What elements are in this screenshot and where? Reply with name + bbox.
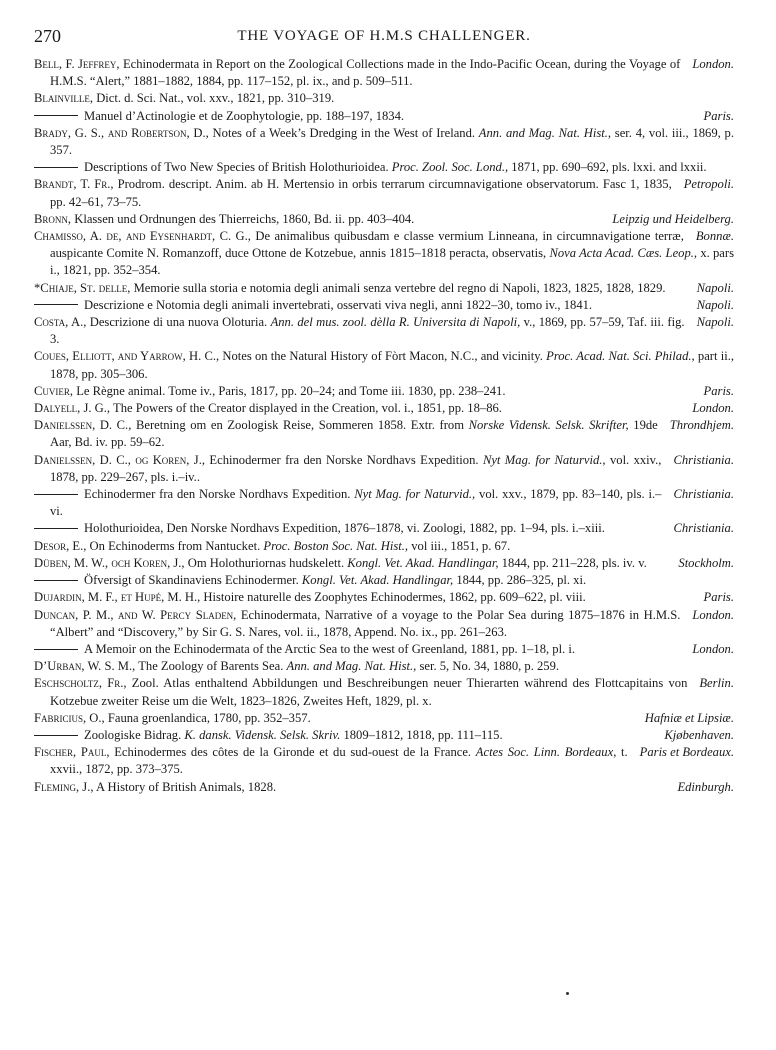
repeat-author-dash (34, 735, 78, 736)
entry-title: Echinodermata, Narrative of a voyage to the Polar Sea during 1875–1876 in H.M.S. “Albert” and “Discovery,” by Sir G. S. Nares, vol. ii., 1878, Append. No. ix., pp. 261–263. (50, 607, 681, 639)
publication-place: London. (692, 641, 734, 656)
entry-title: Prodrom. descript. Anim. ab H. Mertensio in orbis terrarum circumnavigatione observatorum. Fasc 1, 1835, pp. 42–61, 73–75. (50, 177, 672, 209)
publication-place: Christiania. (673, 452, 734, 467)
entry-author: Bell, F. Jeffrey, (34, 57, 120, 71)
entry-title: The Powers of the Creator displayed in the Creation, vol. i., 1851, pp. 18–86. (113, 401, 502, 416)
publication-place: Paris. (703, 383, 734, 398)
entry-journal: Actes Soc. Linn. Bordeaux, (475, 745, 617, 760)
entry-title: Fauna groenlandica, 1780, pp. 352–357. (107, 710, 311, 725)
entry-journal: Kongl. Vet. Akad. Handlingar, (347, 555, 499, 570)
entry-journal: Nyt Mag. for Naturvid., (482, 452, 606, 467)
bibliography-entry (34, 607, 734, 641)
entry-title: A History of British Animals, 1828. (95, 779, 277, 794)
bibliography-entry (34, 159, 734, 176)
entry-title: Manuel d’Actinologie et de Zoophytologie, pp. 188–197, 1834. (84, 108, 405, 123)
entry-author: Düben, M. W., och Koren, J., (34, 555, 185, 570)
bibliography-entry (34, 779, 734, 796)
entry-details: t. xxvii., 1872, pp. 373–375. (50, 745, 628, 777)
bibliography-entry (34, 297, 734, 314)
entry-details: v., 1869, pp. 57–59, Taf. iii. fig. 3. (50, 315, 685, 347)
publication-place: Paris. (703, 590, 734, 605)
bibliography-entry (34, 538, 734, 555)
entry-title: Descrizione di una nuova Oloturia. (89, 315, 268, 330)
entry-title: Notes on the Natural History of Fòrt Macon, N.C., and vicinity. (222, 349, 543, 364)
entry-title: Descrizione e Notomia degli animali invertebrati, osservati viva negli, anni 1822–30, tomo iv., 1841. (84, 297, 593, 312)
bibliography-entry (34, 641, 734, 658)
entry-title: A Memoir on the Echinodermata of the Arctic Sea to the west of Greenland, 1881, pp. 1–18, pl. i. (84, 641, 576, 656)
entry-details: 1844, pp. 286–325, pl. xi. (456, 573, 587, 588)
entry-author: Bronn, (34, 211, 72, 226)
entry-journal: Proc. Acad. Nat. Sci. Philad., (546, 349, 695, 364)
entry-title: Klassen und Ordnungen des Thierreichs, 1860, Bd. ii. pp. 403–404. (74, 211, 415, 226)
publication-place: Christiania. (673, 487, 734, 502)
publication-place: Edinburgh. (677, 779, 734, 794)
entry-author: Coues, Elliott, and Yarrow, H. C., (34, 349, 220, 364)
entry-author: Blainville, (34, 91, 94, 106)
entry-author: Danielssen, D. C., og Koren, J., (34, 452, 206, 467)
entry-title: The Zoology of Barents Sea. (138, 659, 284, 674)
bibliography-entry (34, 90, 734, 107)
publication-place: Bonnæ. (695, 229, 734, 244)
entry-title: Descriptions of Two New Species of British Holothurioidea. (84, 160, 389, 175)
bibliography-entry (34, 744, 734, 778)
entry-journal: Proc. Zool. Soc. Lond., (391, 160, 509, 175)
bibliography-entry (34, 280, 734, 297)
publication-place: Berlin. (699, 676, 734, 691)
page-number: 270 (34, 26, 61, 46)
bibliography-entry (34, 675, 734, 709)
entry-author: Danielssen, D. C., (34, 418, 132, 433)
entry-author: D’Urban, W. S. M., (34, 659, 136, 674)
entry-title: Dict. d. Sci. Nat., vol. xxv., 1821, pp. 310–319. (96, 91, 335, 106)
entry-details: vol. xxiv., 1878, pp. 229–267, pls. i.–iv.. (50, 452, 662, 484)
entry-title: Echinodermes des côtes de la Gironde et du sud-ouest de la France. (114, 745, 472, 760)
publication-place: Leipzig und Heidelberg. (612, 211, 734, 226)
entry-author: Costa, A., (34, 315, 87, 330)
bibliography-entry (34, 572, 734, 589)
bibliography-list (34, 56, 734, 796)
publication-place: Paris. (703, 108, 734, 123)
entry-journal: Ann. and Mag. Nat. Hist., (478, 125, 612, 140)
bibliography-entry (34, 56, 734, 90)
entry-journal: Norske Vidensk. Selsk. Skrifter, (468, 418, 629, 433)
publication-place: London. (692, 57, 734, 71)
bibliography-entry (34, 555, 734, 572)
entry-details: ser. 4, vol. iii., 1869, p. 357. (50, 125, 734, 158)
publication-place: Hafniæ et Lipsiæ. (644, 710, 734, 725)
bibliography-entry (34, 400, 734, 417)
entry-author: Brady, G. S., and Robertson, D., (34, 125, 209, 140)
entry-author: Eschscholtz, Fr., (34, 676, 127, 691)
entry-author: Dalyell, J. G., (34, 401, 111, 416)
entry-details: x. pars i., 1821, pp. 352–354. (50, 246, 734, 278)
entry-title: Öfversigt of Skandinaviens Echinodermer. (84, 573, 299, 588)
entry-details: ser. 5, No. 34, 1880, p. 259. (419, 659, 560, 674)
bibliography-entry (34, 314, 734, 348)
bibliography-entry (34, 176, 734, 210)
entry-details: vol. xxv., 1879, pp. 83–140, pls. i.–vi. (50, 487, 662, 519)
entry-journal: Proc. Boston Soc. Nat. Hist., (263, 538, 409, 553)
entry-title: Notes of a Week’s Dredging in the West of Ireland. (212, 125, 476, 140)
entry-title: Echinodermer fra den Norske Nordhavs Expedition. (84, 487, 351, 502)
entry-title: Echinodermata in Report on the Zoological Collections made in the Indo-Pacific Ocean, during the Voyage of H.M.S. “Alert,” 1881–1882, 1884, pp. 117–152, pl. ix., and p. 509–511. (50, 57, 681, 89)
publication-place: Kjøbenhaven. (664, 727, 734, 742)
entry-journal: Nova Acta Acad. Cæs. Leop., (549, 246, 698, 261)
repeat-author-dash (34, 494, 78, 495)
bibliography-entry (34, 348, 734, 382)
entry-details: part ii., 1878, pp. 305–306. (50, 349, 734, 381)
entry-author: Chamisso, A. de, and Eysenhardt, C. G., (34, 229, 251, 244)
entry-details: 1844, pp. 211–228, pls. iv. v. (501, 555, 647, 570)
entry-title: Om Holothuriornas hudskelett. (187, 555, 345, 570)
entry-author: Desor, E., (34, 538, 87, 553)
entry-details: 19de Aar, Bd. iv. pp. 59–62. (50, 418, 658, 450)
bibliography-entry (34, 125, 734, 159)
repeat-author-dash (34, 528, 78, 529)
bibliography-entry (34, 486, 734, 520)
entry-title: De animalibus quibusdam e classe vermium Linneana, in circumnavigatione terræ, auspicante Comite N. Romanzoff, duce Ottone de Kotzebue, annis 1815–1818 peracta, observatis, (50, 229, 684, 261)
publication-place: Napoli. (696, 297, 734, 312)
publication-place: London. (692, 607, 734, 622)
publication-place: Napoli. (696, 315, 734, 330)
entry-title: Le Règne animal. Tome iv., Paris, 1817, pp. 20–24; and Tome iii. 1830, pp. 238–241. (76, 383, 506, 398)
entry-title: Zool. Atlas enthaltend Abbildungen und Beschreibungen neuer Thierarten während des Flottcapitains von Kotzebue zweiter Reise um die Welt, 1823–1826, Zweites Heft, 1829, pl. x. (50, 676, 688, 708)
bibliography-entry (34, 211, 734, 228)
entry-title: Histoire naturelle des Zoophytes Echinodermes, 1862, pp. 609–622, pl. viii. (203, 590, 586, 605)
repeat-author-dash (34, 167, 78, 168)
entry-journal: K. dansk. Vidensk. Selsk. Skriv. (184, 727, 341, 742)
repeat-author-dash (34, 115, 78, 116)
entry-title: Zoologiske Bidrag. (84, 727, 182, 742)
entry-author: Dujardin, M. F., et Hupé, M. H., (34, 590, 201, 605)
repeat-author-dash (34, 304, 78, 305)
publication-place: Throndhjem. (669, 418, 734, 433)
entry-title: On Echinoderms from Nantucket. (89, 538, 261, 553)
entry-journal: Nyt Mag. for Naturvid., (354, 487, 476, 502)
bibliography-entry (34, 710, 734, 727)
bibliography-entry (34, 108, 734, 125)
entry-author: Duncan, P. M., and W. Percy Sladen, (34, 607, 237, 622)
entry-title: Echinodermer fra den Norske Nordhavs Expedition. (209, 452, 479, 467)
bibliography-entry (34, 452, 734, 486)
bibliography-entry (34, 228, 734, 280)
entry-author: *Chiaje, St. delle, (34, 280, 131, 295)
publication-place: Petropoli. (683, 177, 734, 192)
publication-place: Napoli. (696, 280, 734, 295)
publication-place: Christiania. (673, 521, 734, 536)
running-title: THE VOYAGE OF H.M.S CHALLENGER. (237, 28, 531, 44)
bibliography-entry (34, 727, 734, 744)
entry-details: 1809–1812, 1818, pp. 111–115. (343, 727, 503, 742)
entry-title: Beretning om en Zoologisk Reise, Sommeren 1858. Extr. from (135, 418, 464, 433)
entry-title: Holothurioidea, Den Norske Nordhavs Expedition, 1876–1878, vi. Zoologi, 1882, pp. 1–94, pls. i.–xiii. (84, 521, 605, 536)
entry-author: Fischer, Paul, (34, 745, 110, 760)
bibliography-entry (34, 658, 734, 675)
entry-journal: Ann. and Mag. Nat. Hist., (286, 659, 417, 674)
page-header (34, 20, 734, 56)
entry-title: Memorie sulla storia e notomia degli animali senza vertebre del regno di Napoli, 1823, 1825, 1828, 1829. (133, 280, 666, 295)
bibliography-entry (34, 383, 734, 400)
stray-mark (566, 992, 569, 995)
repeat-author-dash (34, 580, 78, 581)
entry-journal: Ann. del mus. zool. dèlla R. Universita di Napoli, (270, 315, 521, 330)
bibliography-entry (34, 589, 734, 606)
entry-journal: Kongl. Vet. Akad. Handlingar, (301, 573, 454, 588)
page (34, 20, 734, 796)
publication-place: Stockholm. (678, 555, 734, 570)
entry-author: Cuvier, (34, 383, 74, 398)
bibliography-entry (34, 520, 734, 537)
entry-author: Brandt, T. Fr., (34, 177, 114, 192)
bibliography-entry (34, 417, 734, 451)
entry-details: 1871, pp. 690–692, pls. lxxi. and lxxii. (511, 160, 707, 175)
entry-details: vol iii., 1851, p. 67. (411, 538, 511, 553)
publication-place: London. (692, 401, 734, 416)
entry-author: Fleming, J., (34, 779, 94, 794)
repeat-author-dash (34, 649, 78, 650)
entry-author: Fabricius, O., (34, 710, 105, 725)
publication-place: Paris et Bordeaux. (639, 745, 734, 760)
